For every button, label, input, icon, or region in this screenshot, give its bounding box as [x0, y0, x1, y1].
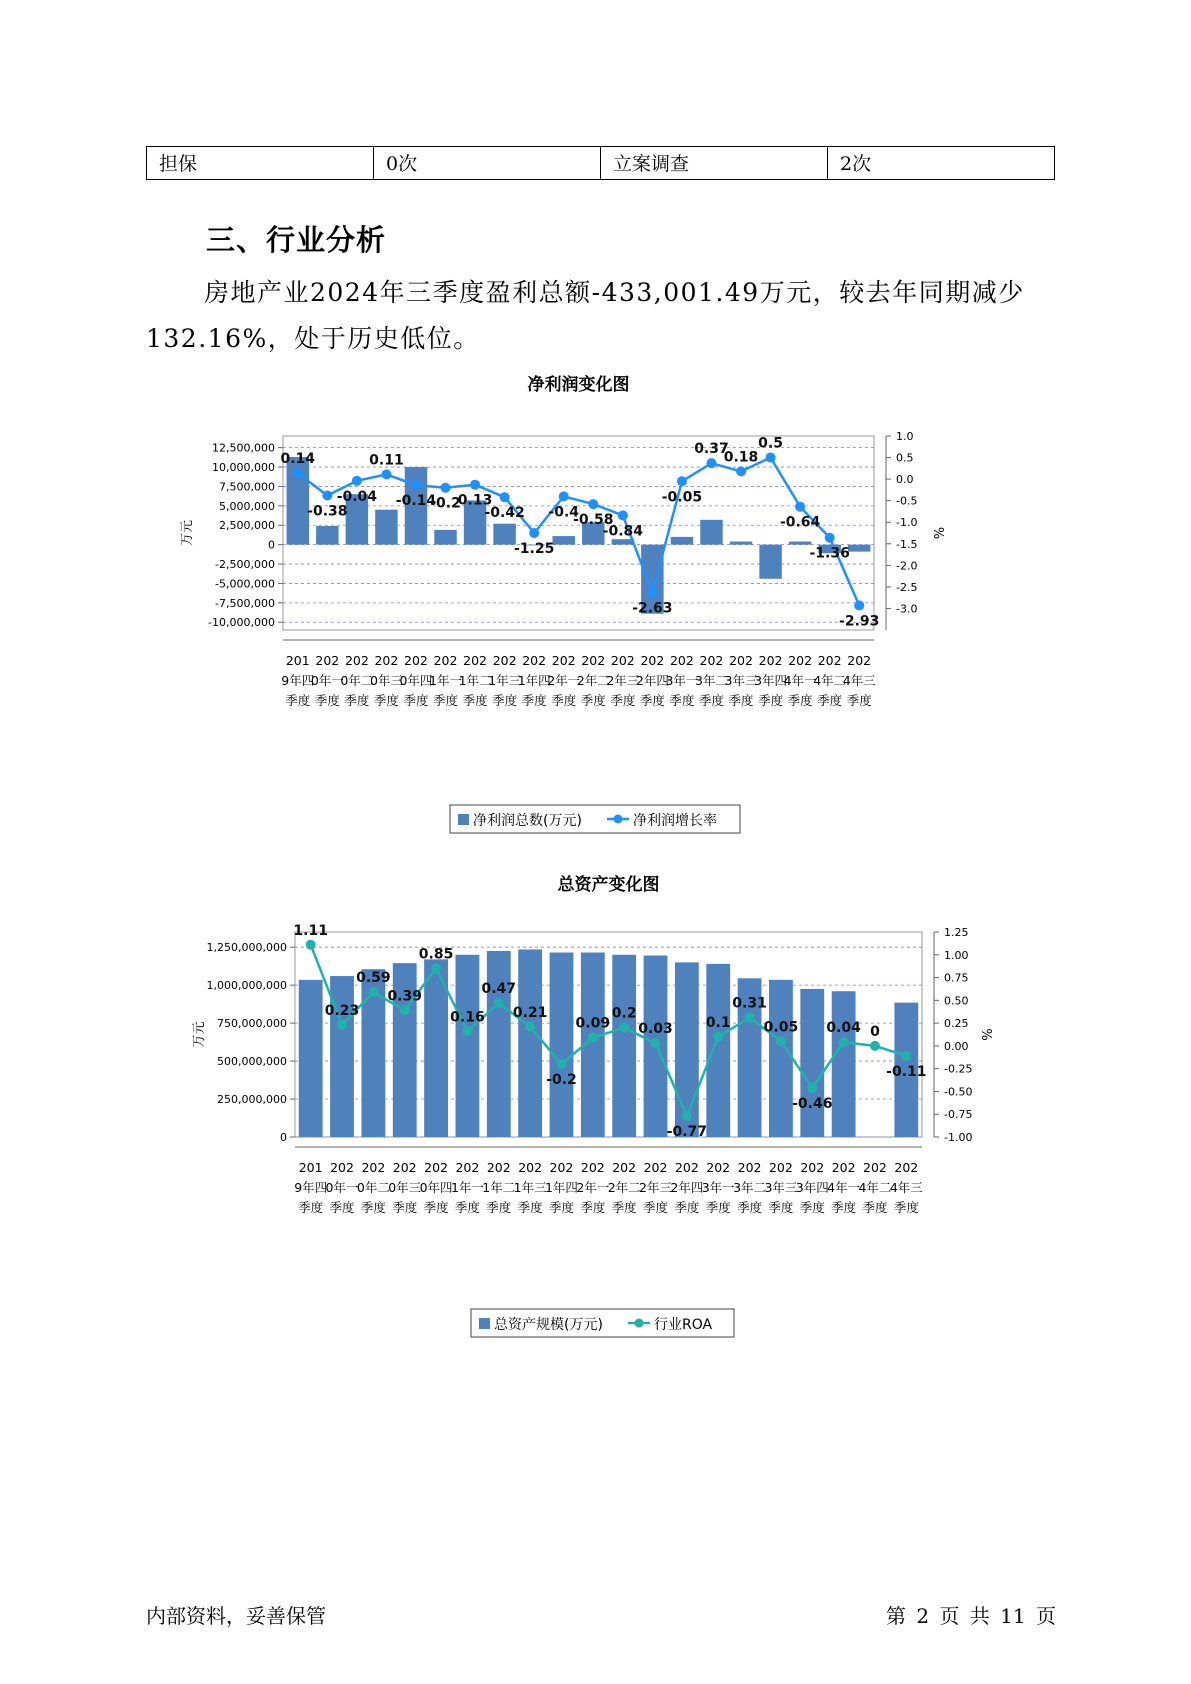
series-point — [529, 528, 539, 538]
y-tick-label: 250,000,000 — [217, 1093, 287, 1107]
x-tick-label: 202 4年二季度 — [813, 653, 847, 708]
bar — [375, 510, 397, 545]
data-label: -0.05 — [661, 489, 703, 506]
bar — [487, 951, 511, 1137]
y2-tick-label: -0.75 — [944, 1108, 973, 1122]
y-axis-title: 万元 — [192, 1021, 207, 1048]
data-label: 0.5 — [758, 435, 783, 452]
bar — [675, 962, 699, 1137]
bar — [299, 980, 323, 1137]
data-label: -0.4 — [548, 504, 580, 521]
bar — [456, 955, 480, 1137]
bar — [848, 545, 870, 552]
data-label: 0.47 — [481, 981, 517, 998]
legend-bar-label: 净利润总数(万元) — [473, 813, 582, 829]
y2-tick-label: 0.00 — [944, 1039, 969, 1053]
y-tick-label: -2,500,000 — [215, 558, 275, 572]
x-tick-label: 201 9年四季度 — [294, 1160, 328, 1215]
bar — [832, 991, 856, 1137]
x-tick-label: 202 1年一季度 — [450, 1160, 484, 1215]
y2-tick-label: 0.5 — [896, 451, 914, 465]
series-point — [588, 1033, 598, 1043]
x-tick-label: 202 2年四季度 — [635, 653, 669, 708]
x-tick-label: 202 2年三季度 — [639, 1160, 673, 1215]
series-point — [441, 483, 451, 493]
bar — [671, 537, 693, 545]
series-point — [337, 1020, 347, 1030]
table-cell-guarantee-value: 0次 — [374, 147, 601, 180]
y2-tick-label: -0.50 — [944, 1085, 973, 1099]
y2-tick-label: 0.0 — [896, 473, 914, 487]
series-point — [462, 1026, 472, 1036]
bar — [550, 953, 574, 1138]
x-tick-label: 202 4年一季度 — [783, 653, 817, 708]
x-tick-label: 202 0年一季度 — [325, 1160, 359, 1215]
data-label: -0.58 — [573, 512, 614, 529]
y-tick-label: 12,500,000 — [212, 441, 275, 455]
data-label: 0.03 — [638, 1021, 673, 1038]
series-point — [494, 998, 504, 1008]
series-point — [706, 458, 716, 468]
data-label: 0.13 — [457, 492, 493, 509]
data-label: 0.05 — [763, 1019, 799, 1036]
series-point — [470, 480, 480, 490]
series-point — [776, 1036, 786, 1046]
series-point — [322, 490, 332, 500]
data-label: -0.14 — [395, 493, 437, 510]
x-tick-label: 202 0年一季度 — [310, 653, 344, 708]
bar — [769, 980, 793, 1137]
series-point — [400, 1005, 410, 1015]
series-point — [381, 469, 391, 479]
page-number: 第 2 页 共 11 页 — [886, 1604, 1056, 1628]
y2-tick-label: 1.0 — [896, 430, 914, 443]
net-profit-chart — [150, 375, 950, 860]
series-point — [352, 476, 362, 486]
series-point — [736, 466, 746, 476]
y2-tick-label: 1.25 — [944, 926, 969, 939]
series-point — [854, 600, 864, 610]
data-label: 0.37 — [694, 441, 729, 458]
x-tick-label: 202 3年一季度 — [701, 1160, 735, 1215]
bar — [800, 989, 824, 1137]
data-label: 0.14 — [280, 451, 316, 468]
footer-confidential: 内部资料，妥善保管 — [146, 1604, 326, 1628]
data-label: -0.2 — [430, 495, 461, 512]
bar — [730, 542, 752, 545]
table-cell-guarantee-label: 担保 — [147, 147, 374, 180]
y-tick-label: -10,000,000 — [208, 616, 275, 630]
table-row — [147, 147, 1055, 180]
x-tick-label: 202 0年四季度 — [419, 1160, 453, 1215]
data-label: 0.85 — [418, 946, 454, 963]
x-tick-label: 201 9年四季度 — [281, 653, 315, 708]
y-tick-label: 0 — [280, 1131, 287, 1144]
data-label: 0.21 — [512, 1004, 548, 1021]
data-label: 0.39 — [387, 988, 422, 1005]
x-tick-label: 202 3年二季度 — [733, 1160, 767, 1215]
y-axis-title: 万元 — [180, 519, 195, 547]
y2-tick-label: 0.50 — [944, 994, 969, 1008]
data-label: -0.04 — [336, 488, 378, 505]
data-label: 0 — [870, 1023, 880, 1040]
y-tick-label: 750,000,000 — [217, 1017, 287, 1031]
y-tick-label: 7,500,000 — [219, 480, 275, 494]
x-tick-label: 202 4年一季度 — [827, 1160, 861, 1215]
y-tick-label: 10,000,000 — [212, 461, 275, 475]
y-tick-label: -7,500,000 — [215, 596, 275, 610]
data-label: 0.18 — [723, 449, 759, 466]
x-tick-label: 202 3年四季度 — [754, 653, 788, 708]
bar — [706, 964, 730, 1137]
series-point — [559, 491, 569, 501]
x-tick-label: 202 3年三季度 — [724, 653, 758, 708]
bar — [493, 524, 515, 545]
y2-axis-title: % — [930, 526, 945, 540]
section-heading: 三、行业分析 — [206, 223, 387, 257]
data-label: -0.2 — [546, 1072, 577, 1089]
y2-tick-label: 0.25 — [944, 1017, 969, 1031]
x-tick-label: 202 2年一季度 — [547, 653, 581, 708]
bar — [434, 530, 456, 545]
x-tick-label: 202 0年二季度 — [356, 1160, 390, 1215]
x-tick-label: 202 4年三季度 — [842, 653, 876, 708]
data-label: 0.1 — [705, 1014, 731, 1031]
x-tick-label: 202 2年二季度 — [607, 1160, 641, 1215]
x-tick-label: 202 2年三季度 — [606, 653, 640, 708]
x-tick-label: 202 4年二季度 — [858, 1160, 892, 1215]
y2-tick-label: -2.0 — [896, 559, 918, 573]
bar — [330, 976, 354, 1137]
bar — [612, 955, 636, 1137]
data-label: -1.25 — [513, 541, 555, 557]
legend-line-marker — [614, 815, 623, 824]
y2-axis-title: % — [978, 1028, 993, 1041]
legend-bar-label: 总资产规模(万元) — [494, 1317, 603, 1333]
y2-tick-label: -0.25 — [944, 1062, 973, 1076]
x-tick-label: 202 4年三季度 — [889, 1160, 923, 1215]
series-point — [525, 1022, 535, 1032]
table-cell-investigation-value: 2次 — [828, 147, 1055, 180]
data-label: -2.93 — [839, 613, 880, 630]
bar — [518, 949, 542, 1137]
x-tick-label: 202 1年四季度 — [517, 653, 551, 708]
series-point — [556, 1059, 566, 1069]
data-label: -0.11 — [886, 1063, 927, 1080]
data-label: 0.59 — [356, 970, 391, 987]
series-point — [825, 533, 835, 543]
chart-title: 净利润变化图 — [527, 375, 630, 395]
bar — [612, 539, 634, 544]
bar — [789, 542, 811, 545]
data-label: 0.04 — [826, 1020, 861, 1037]
y2-tick-label: -2.5 — [896, 580, 918, 594]
data-label: -0.77 — [666, 1124, 708, 1141]
x-tick-label: 202 0年三季度 — [388, 1160, 422, 1215]
data-label: -0.46 — [792, 1095, 833, 1112]
data-label: -1.36 — [809, 545, 850, 562]
bar — [759, 545, 781, 579]
y-tick-label: -5,000,000 — [215, 577, 275, 591]
bar — [316, 526, 338, 545]
x-tick-label: 202 1年一季度 — [429, 653, 463, 708]
series-point — [411, 480, 421, 490]
y2-tick-label: -0.5 — [896, 494, 918, 508]
data-label: -0.84 — [602, 523, 644, 540]
x-tick-label: 202 2年四季度 — [670, 1160, 704, 1215]
x-tick-label: 202 0年四季度 — [399, 653, 433, 708]
data-label: 0.09 — [575, 1015, 611, 1032]
total-assets-chart — [150, 875, 993, 1360]
x-tick-label: 202 3年二季度 — [694, 653, 728, 708]
data-label: -0.64 — [779, 514, 821, 531]
y2-tick-label: -3.0 — [896, 602, 918, 616]
series-point — [807, 1083, 817, 1093]
y-tick-label: 500,000,000 — [217, 1055, 287, 1069]
series-point — [901, 1051, 911, 1061]
data-label: -2.63 — [632, 600, 673, 617]
legend-line-marker — [635, 1319, 644, 1328]
x-tick-label: 202 1年三季度 — [513, 1160, 547, 1215]
legend-line-label: 净利润增长率 — [633, 813, 717, 829]
y-tick-label: 5,000,000 — [219, 499, 275, 513]
table-cell-investigation-label: 立案调查 — [601, 147, 828, 180]
legend-bar-swatch — [479, 1318, 490, 1329]
series-point — [839, 1037, 849, 1047]
y2-tick-label: 0.75 — [944, 971, 969, 985]
bar — [700, 520, 722, 545]
series-point — [745, 1013, 755, 1023]
x-tick-label: 202 3年四季度 — [795, 1160, 829, 1215]
y-tick-label: 0 — [268, 538, 275, 552]
series-point — [647, 587, 657, 597]
bar — [552, 536, 574, 545]
chart-title: 总资产变化图 — [557, 875, 660, 895]
series-point — [677, 476, 687, 486]
data-label: 0.23 — [324, 1002, 360, 1019]
analysis-paragraph: 房地产业2024年三季度盈利总额-433,001.49万元，较去年同期减少132.16%，处于历史低位。 — [146, 278, 1025, 353]
legend-bar-swatch — [458, 814, 469, 825]
x-tick-label: 202 1年四季度 — [544, 1160, 578, 1215]
series-point — [618, 510, 628, 520]
x-tick-label: 202 1年三季度 — [488, 653, 522, 708]
info-table — [146, 146, 1055, 180]
data-label: 0.31 — [732, 995, 767, 1012]
x-tick-label: 202 3年三季度 — [764, 1160, 798, 1215]
x-tick-label: 202 3年一季度 — [665, 653, 699, 708]
series-point — [619, 1023, 629, 1033]
series-point — [795, 502, 805, 512]
y-tick-label: 2,500,000 — [219, 519, 275, 533]
series-point — [588, 499, 598, 509]
data-label: -0.42 — [484, 505, 525, 522]
x-tick-label: 202 1年二季度 — [482, 1160, 516, 1215]
series-point — [682, 1111, 692, 1121]
x-tick-label: 202 2年二季度 — [576, 653, 610, 708]
series-point — [306, 940, 316, 950]
data-label: -0.38 — [307, 503, 348, 520]
data-label: 1.11 — [293, 922, 328, 939]
series-point — [766, 453, 776, 463]
series-point — [500, 492, 510, 502]
x-tick-label: 202 0年二季度 — [340, 653, 374, 708]
y-tick-label: 1,000,000,000 — [206, 979, 287, 993]
series-point — [293, 468, 303, 478]
x-tick-label: 202 1年二季度 — [458, 653, 492, 708]
series-point — [713, 1032, 723, 1042]
x-tick-label: 202 2年一季度 — [576, 1160, 610, 1215]
data-label: 0.16 — [450, 1009, 485, 1026]
data-label: 0.11 — [369, 452, 404, 469]
y2-tick-label: -1.5 — [896, 537, 918, 551]
y-tick-label: 1,250,000,000 — [206, 941, 287, 955]
y2-tick-label: 1.00 — [944, 948, 969, 962]
legend-line-label: 行业ROA — [654, 1317, 713, 1333]
series-point — [651, 1038, 661, 1048]
data-label: 0.2 — [611, 1005, 637, 1022]
x-tick-label: 202 0年三季度 — [369, 653, 403, 708]
series-point — [368, 987, 378, 997]
y2-tick-label: -1.0 — [896, 516, 918, 530]
series-point — [870, 1041, 880, 1051]
y2-tick-label: -1.00 — [944, 1131, 973, 1144]
series-point — [431, 963, 441, 973]
